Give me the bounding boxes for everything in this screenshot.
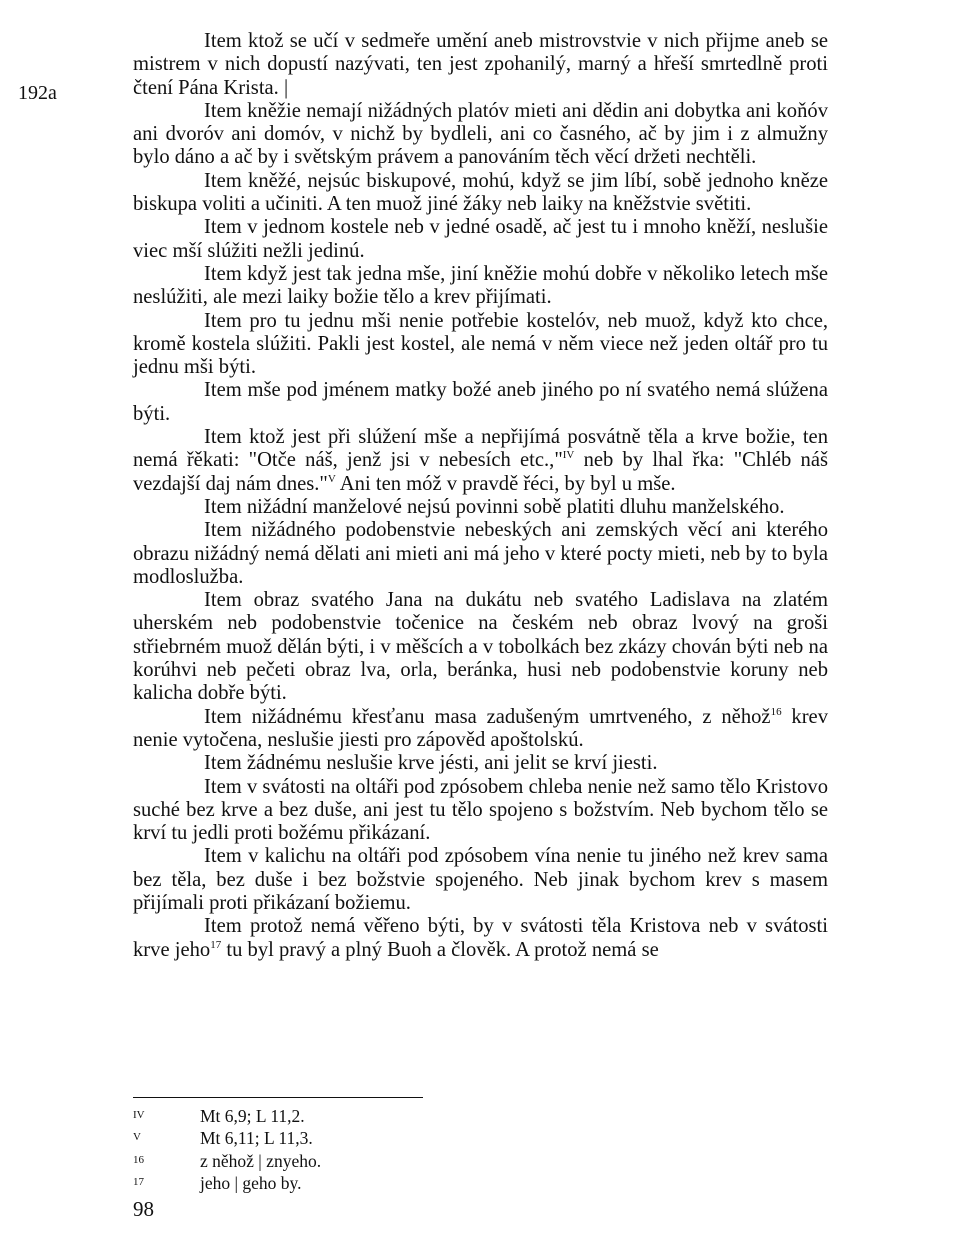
footnotes — [133, 1106, 633, 1196]
paragraph-text: Item ktož jest při slúžení mše a nepřijímá posvátně těla a krve božie, ten nemá řěkati: "Otče náš, jenž jsi v nebesích etc.," — [133, 426, 828, 472]
footnote — [133, 1128, 633, 1150]
paragraph-text: Item nižádnému křesťanu masa zadušeným umrtveného, z něhož — [204, 705, 771, 728]
paragraph — [133, 379, 828, 426]
paragraph-text: Item kněžé, nejsúc biskupové, mohú, když se jim líbí, sobě jednoho kněze biskupa voliti a učiniti. A ten muož jiné žáky neb laiky na kněžstvie světiti. — [133, 169, 828, 216]
footnote-text: Mt 6,9; L 11,2. — [200, 1106, 305, 1126]
paragraph — [133, 263, 828, 310]
margin-folio-note: 192a — [18, 82, 57, 104]
paragraph-text: Item kněžie nemají nižádných platóv mieti ani dědin ani dobytka ani koňóv ani dvoróv ani domóv, v nichž by bydleli, ani co časného, ač by jim i z almužny bylo dáno a ač by i světským právem a panováním těch věcí držeti nechtěli. — [133, 99, 828, 169]
paragraph — [133, 589, 828, 705]
footnote — [133, 1173, 633, 1195]
footnote-mark: V — [133, 1131, 141, 1144]
footnote-text: Mt 6,11; L 11,3. — [200, 1128, 313, 1149]
paragraph — [133, 845, 828, 915]
paragraph-text: Item protož nemá věřeno býti, by v svátosti těla Kristova neb v svátosti krve jeho — [133, 915, 828, 961]
paragraph — [133, 915, 828, 962]
main-text — [133, 30, 828, 962]
footnote-reference: 17 — [210, 938, 222, 951]
paragraph — [133, 776, 828, 846]
footnote-mark: 17 — [133, 1176, 144, 1189]
paragraph-text: krev nenie vytočena, neslušie jiesti pro zápověd apoštolskú. — [133, 705, 828, 751]
paragraph-text: Item v svátosti na oltáři pod zpósobem chleba nenie než samo tělo Kristovo suché bez krve a bez duše, ani jest tu tělo spojeno s božstvím. Neb bychom tělo se krví tu jedli proti božému přikázaní. — [133, 775, 828, 845]
paragraph-text: Item když jest tak jedna mše, jiní kněžie mohú dobře v několiko letech mše neslúžiti, ale mezi laiky božie tělo a krev přijímati. — [133, 262, 828, 309]
paragraph-text: Item nižádného podobenstvie nebeských ani zemských věcí ani kterého obrazu nižádný nemá dělati ani mieti ani má jeho v které pocty mieti, neb by to byla modloslužba. — [133, 519, 828, 588]
paragraph-text: tu byl pravý a plný Buoh a člověk. A protož nemá se — [221, 938, 659, 961]
footnote-reference: V — [327, 472, 336, 485]
footnote — [133, 1106, 633, 1128]
paragraph-text: Item nižádní manželové nejsú povinni sobě platiti dluhu manželského. — [204, 495, 785, 518]
paragraph — [133, 519, 828, 589]
footnote-reference: IV — [562, 449, 575, 462]
footnote-reference: 16 — [770, 705, 782, 718]
paragraph — [133, 216, 828, 263]
paragraph-text: Item pro tu jednu mši nenie potřebie kostelóv, neb muož, když kto chce, kromě kostela slúžiti. Pakli jest kostel, ale nemá v něm viece než jeden oltář pro tu jednu mši býti. — [133, 309, 828, 379]
paragraph — [133, 426, 828, 496]
paragraph — [133, 30, 828, 100]
paragraph-text: Item v kalichu na oltáři pod zpósobem vína nenie tu jiného než krev sama bez těla, bez duše i bez božstvie spojeného. Neb jinak bychom krev s masem přijímali proti přikázaní božiemu. — [133, 845, 828, 914]
footnote-text: jeho | geho by. — [200, 1173, 302, 1194]
page-number: 98 — [133, 1197, 154, 1221]
paragraph-text: Item ktož se učí v sedmeře umění aneb mistrovstvie v nich přijme aneb se mistrem v nich dopustí nazývati, ten jest zpohanilý, marný a hřeší smrtedlně proti čtení Pána Krista. | — [133, 30, 828, 99]
paragraph-text: Item obraz svatého Jana na dukátu neb svatého Ladislava na zlatém uherském neb podobenstvie točenice na českém neb obraz lvový na groši střiebrném muož dělán býti, i v měšcích a v tobolkách bez zkázy chován býti neb na korúhvi neb pečeti obraz lva, orla, beránka, husi neb podobenstvie koruny neb kalicha dobře býti. — [133, 589, 828, 705]
paragraph-text: Item žádnému neslušie krve jésti, ani jelit se krví jiesti. — [204, 752, 658, 775]
paragraph-text: Item mše pod jménem matky božé aneb jiného po ní svatého nemá slúžena býti. — [133, 379, 828, 425]
paragraph — [133, 706, 828, 753]
footnote-mark: IV — [133, 1109, 145, 1121]
paragraph-text: neb by lhal řka: "Chléb náš vezdajší daj nám dnes." — [133, 449, 828, 495]
paragraph — [133, 310, 828, 380]
footnote-separator — [133, 1097, 423, 1098]
footnote-mark: 16 — [133, 1153, 144, 1166]
paragraph — [133, 496, 828, 519]
paragraph — [133, 100, 828, 170]
footnote — [133, 1151, 633, 1173]
paragraph — [133, 752, 828, 775]
paragraph-text: Ani ten móž v pravdě řéci, by byl u mše. — [335, 472, 676, 495]
footnote-text: z něhož | znyeho. — [200, 1150, 322, 1171]
paragraph — [133, 170, 828, 217]
paragraph-text: Item v jednom kostele neb v jedné osadě, ač jest tu i mnoho kněží, neslušie viec mší slúžiti nežli jedinú. — [133, 216, 828, 262]
